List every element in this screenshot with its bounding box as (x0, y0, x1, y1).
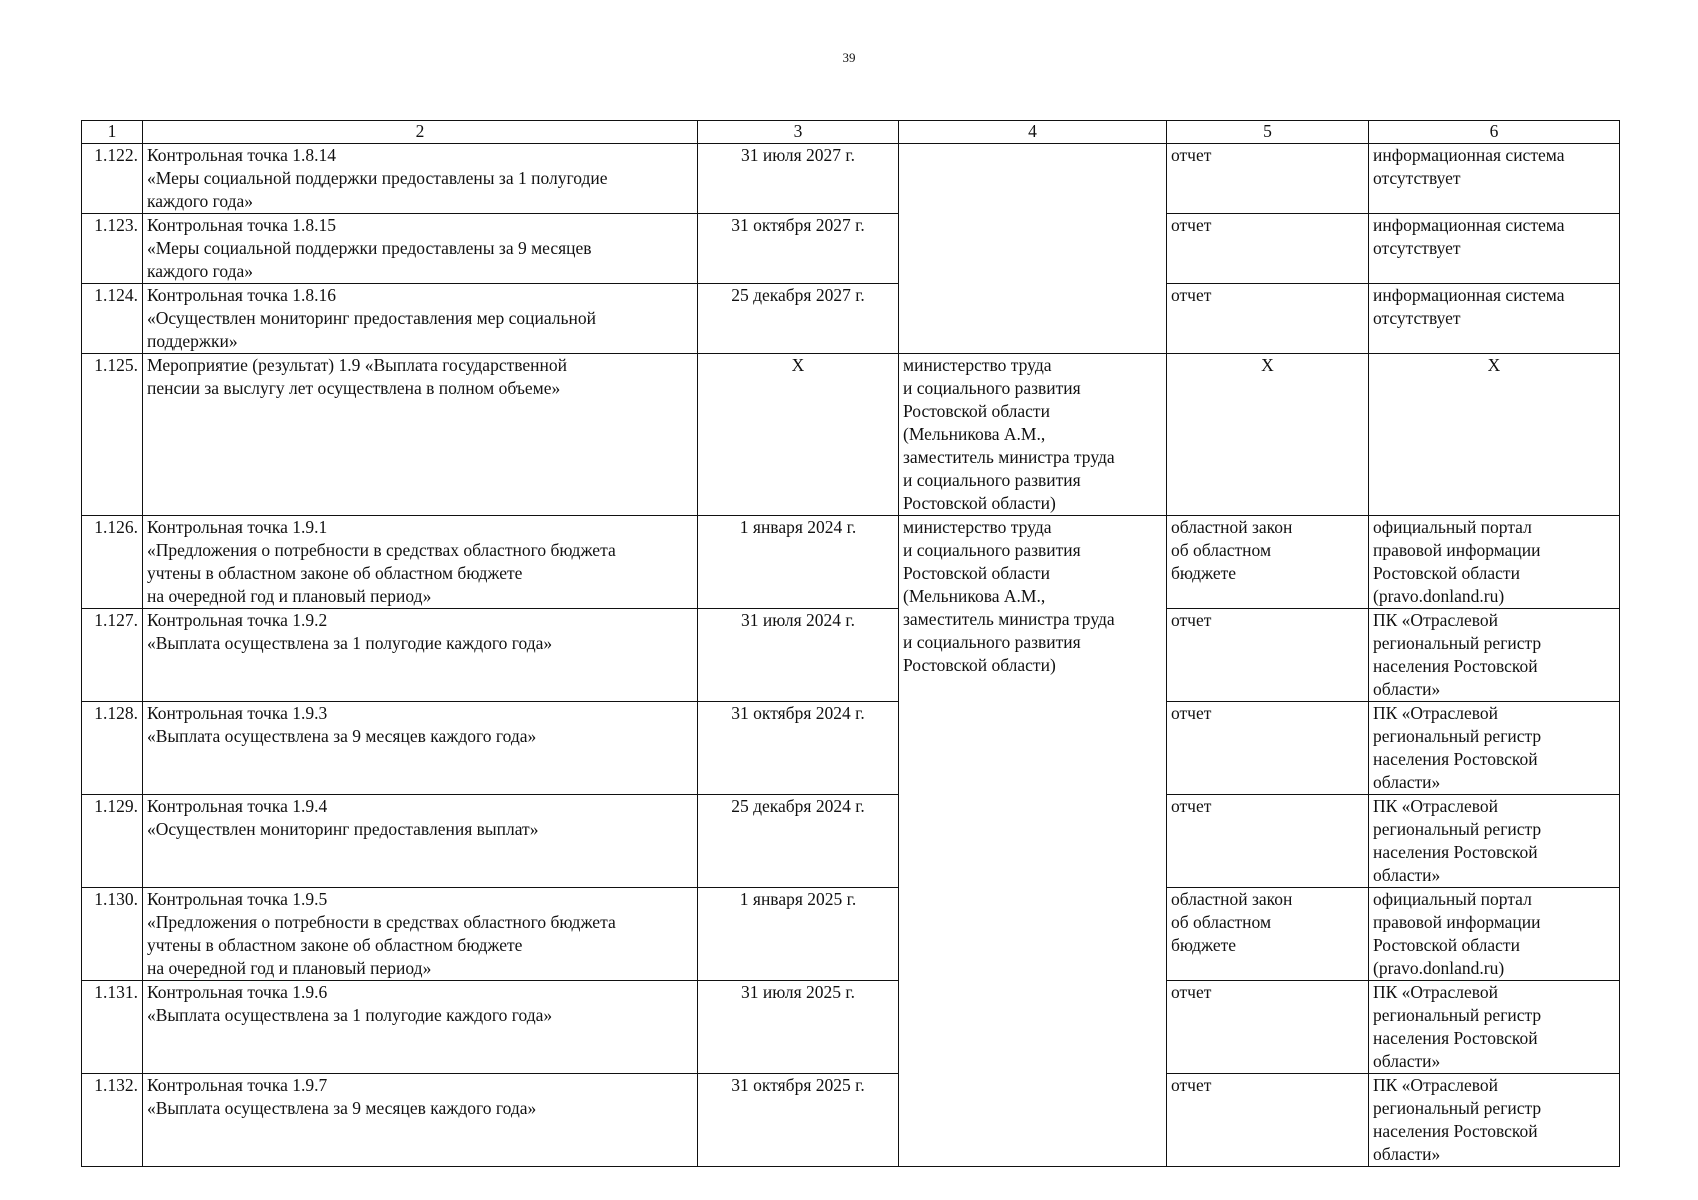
page-number: 39 (842, 50, 856, 65)
info-line: населения Ростовской (1373, 1121, 1538, 1141)
document-line: отчет (1171, 610, 1212, 630)
table-row (82, 795, 1620, 888)
responsible-line: заместитель министра труда (903, 447, 1115, 467)
row-document (1167, 1074, 1369, 1167)
responsible-line: министерство труда (903, 517, 1052, 537)
name-line: «Меры социальной поддержки предоставлены за 9 месяцев (147, 238, 592, 258)
row-number: 1.126. (82, 516, 143, 609)
document-line: отчет (1171, 796, 1212, 816)
row-number: 1.127. (82, 609, 143, 702)
row-date: 31 октября 2025 г. (698, 1074, 899, 1167)
row-info-system (1369, 284, 1620, 354)
row-date: 31 июля 2024 г. (698, 609, 899, 702)
name-line: поддержки» (147, 331, 238, 351)
document-line: отчет (1171, 703, 1212, 723)
row-number: 1.130. (82, 888, 143, 981)
name-line: каждого года» (147, 191, 254, 211)
row-responsible-empty (899, 144, 1167, 354)
table-row (82, 888, 1620, 981)
row-name (143, 609, 698, 702)
row-date: 25 декабря 2024 г. (698, 795, 899, 888)
name-line: «Осуществлен мониторинг предоставления выплат» (147, 819, 539, 839)
info-line: населения Ростовской (1373, 749, 1538, 769)
name-line: Контрольная точка 1.9.1 (147, 517, 328, 537)
row-responsible-group (899, 516, 1167, 1167)
document-line: областной закон (1171, 517, 1293, 537)
column-header: 2 (143, 121, 698, 144)
info-line: официальный портал (1373, 889, 1532, 909)
responsible-line: и социального развития (903, 540, 1081, 560)
name-line: Контрольная точка 1.9.6 (147, 982, 328, 1002)
column-header: 6 (1369, 121, 1620, 144)
responsible-line: и социального развития (903, 632, 1081, 652)
info-line: отсутствует (1373, 168, 1461, 188)
name-line: на очередной год и плановый период» (147, 958, 432, 978)
responsible-line: Ростовской области (903, 401, 1050, 421)
row-name (143, 888, 698, 981)
row-document (1167, 981, 1369, 1074)
row-name (143, 144, 698, 214)
name-line: Контрольная точка 1.8.16 (147, 285, 336, 305)
row-name (143, 1074, 698, 1167)
row-number: 1.123. (82, 214, 143, 284)
row-document (1167, 516, 1369, 609)
row-info-system (1369, 516, 1620, 609)
row-date: 25 декабря 2027 г. (698, 284, 899, 354)
info-line: области» (1373, 679, 1441, 699)
row-name (143, 516, 698, 609)
row-document: Х (1167, 354, 1369, 516)
row-info-system (1369, 1074, 1620, 1167)
responsible-line: Ростовской области (903, 563, 1050, 583)
name-line: Контрольная точка 1.9.4 (147, 796, 328, 816)
info-line: региональный регистр (1373, 819, 1542, 839)
table-row (82, 516, 1620, 609)
name-line: Мероприятие (результат) 1.9 «Выплата государственной (147, 355, 568, 375)
responsible-line: (Мельникова А.М., (903, 424, 1046, 444)
control-points-table (81, 120, 1620, 1167)
name-line: пенсии за выслугу лет осуществлена в полном объеме» (147, 378, 561, 398)
info-line: региональный регистр (1373, 726, 1542, 746)
info-line: области» (1373, 1144, 1441, 1164)
info-line: области» (1373, 865, 1441, 885)
responsible-line: (Мельникова А.М., (903, 586, 1046, 606)
row-name (143, 214, 698, 284)
document-line: об областном (1171, 540, 1272, 560)
document-line: отчет (1171, 285, 1212, 305)
column-header: 1 (82, 121, 143, 144)
info-line: официальный портал (1373, 517, 1532, 537)
column-header: 5 (1167, 121, 1369, 144)
info-line: Ростовской области (1373, 563, 1520, 583)
name-line: на очередной год и плановый период» (147, 586, 432, 606)
document-line: бюджете (1171, 935, 1237, 955)
name-line: учтены в областном законе об областном бюджете (147, 935, 523, 955)
info-line: ПК «Отраслевой (1373, 610, 1498, 630)
row-number: 1.124. (82, 284, 143, 354)
column-header: 4 (899, 121, 1167, 144)
responsible-line: Ростовской области) (903, 655, 1056, 675)
row-info-system (1369, 795, 1620, 888)
row-number: 1.131. (82, 981, 143, 1074)
name-line: Контрольная точка 1.9.2 (147, 610, 328, 630)
column-number-row (82, 121, 1620, 144)
row-document (1167, 214, 1369, 284)
info-line: населения Ростовской (1373, 842, 1538, 862)
row-name (143, 354, 698, 516)
info-line: региональный регистр (1373, 1098, 1542, 1118)
row-info-system (1369, 214, 1620, 284)
responsible-line: Ростовской области) (903, 493, 1056, 513)
row-number: 1.122. (82, 144, 143, 214)
info-line: отсутствует (1373, 238, 1461, 258)
info-line: информационная система (1373, 285, 1565, 305)
row-name (143, 702, 698, 795)
document-line: отчет (1171, 215, 1212, 235)
row-document (1167, 609, 1369, 702)
document-line: областной закон (1171, 889, 1293, 909)
responsible-line: и социального развития (903, 470, 1081, 490)
column-header: 3 (698, 121, 899, 144)
row-info-system (1369, 888, 1620, 981)
responsible-line: заместитель министра труда (903, 609, 1115, 629)
row-date: 31 октября 2027 г. (698, 214, 899, 284)
name-line: «Выплата осуществлена за 9 месяцев каждого года» (147, 726, 537, 746)
row-name (143, 284, 698, 354)
row-number: 1.128. (82, 702, 143, 795)
document-line: бюджете (1171, 563, 1237, 583)
table-row (82, 981, 1620, 1074)
info-line: ПК «Отраслевой (1373, 703, 1498, 723)
info-line: населения Ростовской (1373, 1028, 1538, 1048)
info-line: информационная система (1373, 215, 1565, 235)
row-number: 1.129. (82, 795, 143, 888)
row-number: 1.125. (82, 354, 143, 516)
name-line: Контрольная точка 1.8.15 (147, 215, 336, 235)
name-line: «Меры социальной поддержки предоставлены за 1 полугодие (147, 168, 608, 188)
info-line: правовой информации (1373, 540, 1541, 560)
info-line: населения Ростовской (1373, 656, 1538, 676)
row-date: 1 января 2024 г. (698, 516, 899, 609)
row-number: 1.132. (82, 1074, 143, 1167)
table-row (82, 702, 1620, 795)
table-row (82, 214, 1620, 284)
row-date: 31 июля 2025 г. (698, 981, 899, 1074)
row-document (1167, 702, 1369, 795)
name-line: «Осуществлен мониторинг предоставления мер социальной (147, 308, 596, 328)
table-row (82, 609, 1620, 702)
name-line: Контрольная точка 1.9.7 (147, 1075, 328, 1095)
row-info-system (1369, 609, 1620, 702)
name-line: «Выплата осуществлена за 1 полугодие каждого года» (147, 633, 553, 653)
row-info-system (1369, 144, 1620, 214)
name-line: учтены в областном законе об областном бюджете (147, 563, 523, 583)
info-line: ПК «Отраслевой (1373, 982, 1498, 1002)
name-line: «Выплата осуществлена за 1 полугодие каждого года» (147, 1005, 553, 1025)
name-line: «Предложения о потребности в средствах областного бюджета (147, 912, 616, 932)
responsible-line: министерство труда (903, 355, 1052, 375)
info-line: региональный регистр (1373, 633, 1542, 653)
row-document (1167, 888, 1369, 981)
row-responsible (899, 354, 1167, 516)
table-row (82, 1074, 1620, 1167)
document-line: отчет (1171, 145, 1212, 165)
info-line: области» (1373, 772, 1441, 792)
row-document (1167, 144, 1369, 214)
info-line: Ростовской области (1373, 935, 1520, 955)
name-line: Контрольная точка 1.8.14 (147, 145, 336, 165)
row-date: 1 января 2025 г. (698, 888, 899, 981)
name-line: Контрольная точка 1.9.3 (147, 703, 328, 723)
name-line: Контрольная точка 1.9.5 (147, 889, 328, 909)
document-line: об областном (1171, 912, 1272, 932)
row-date: 31 июля 2027 г. (698, 144, 899, 214)
name-line: «Предложения о потребности в средствах областного бюджета (147, 540, 616, 560)
info-line: (pravo.donland.ru) (1373, 586, 1505, 606)
row-document (1167, 795, 1369, 888)
info-line: информационная система (1373, 145, 1565, 165)
row-document (1167, 284, 1369, 354)
table-row (82, 354, 1620, 516)
row-info-system: Х (1369, 354, 1620, 516)
info-line: отсутствует (1373, 308, 1461, 328)
info-line: ПК «Отраслевой (1373, 1075, 1498, 1095)
document-line: отчет (1171, 982, 1212, 1002)
info-line: (pravo.donland.ru) (1373, 958, 1505, 978)
row-date: 31 октября 2024 г. (698, 702, 899, 795)
row-info-system (1369, 981, 1620, 1074)
info-line: ПК «Отраслевой (1373, 796, 1498, 816)
table-row (82, 284, 1620, 354)
info-line: правовой информации (1373, 912, 1541, 932)
row-date: Х (698, 354, 899, 516)
table-row (82, 144, 1620, 214)
row-info-system (1369, 702, 1620, 795)
info-line: области» (1373, 1051, 1441, 1071)
info-line: региональный регистр (1373, 1005, 1542, 1025)
row-name (143, 981, 698, 1074)
name-line: «Выплата осуществлена за 9 месяцев каждого года» (147, 1098, 537, 1118)
row-name (143, 795, 698, 888)
name-line: каждого года» (147, 261, 254, 281)
responsible-line: и социального развития (903, 378, 1081, 398)
document-line: отчет (1171, 1075, 1212, 1095)
